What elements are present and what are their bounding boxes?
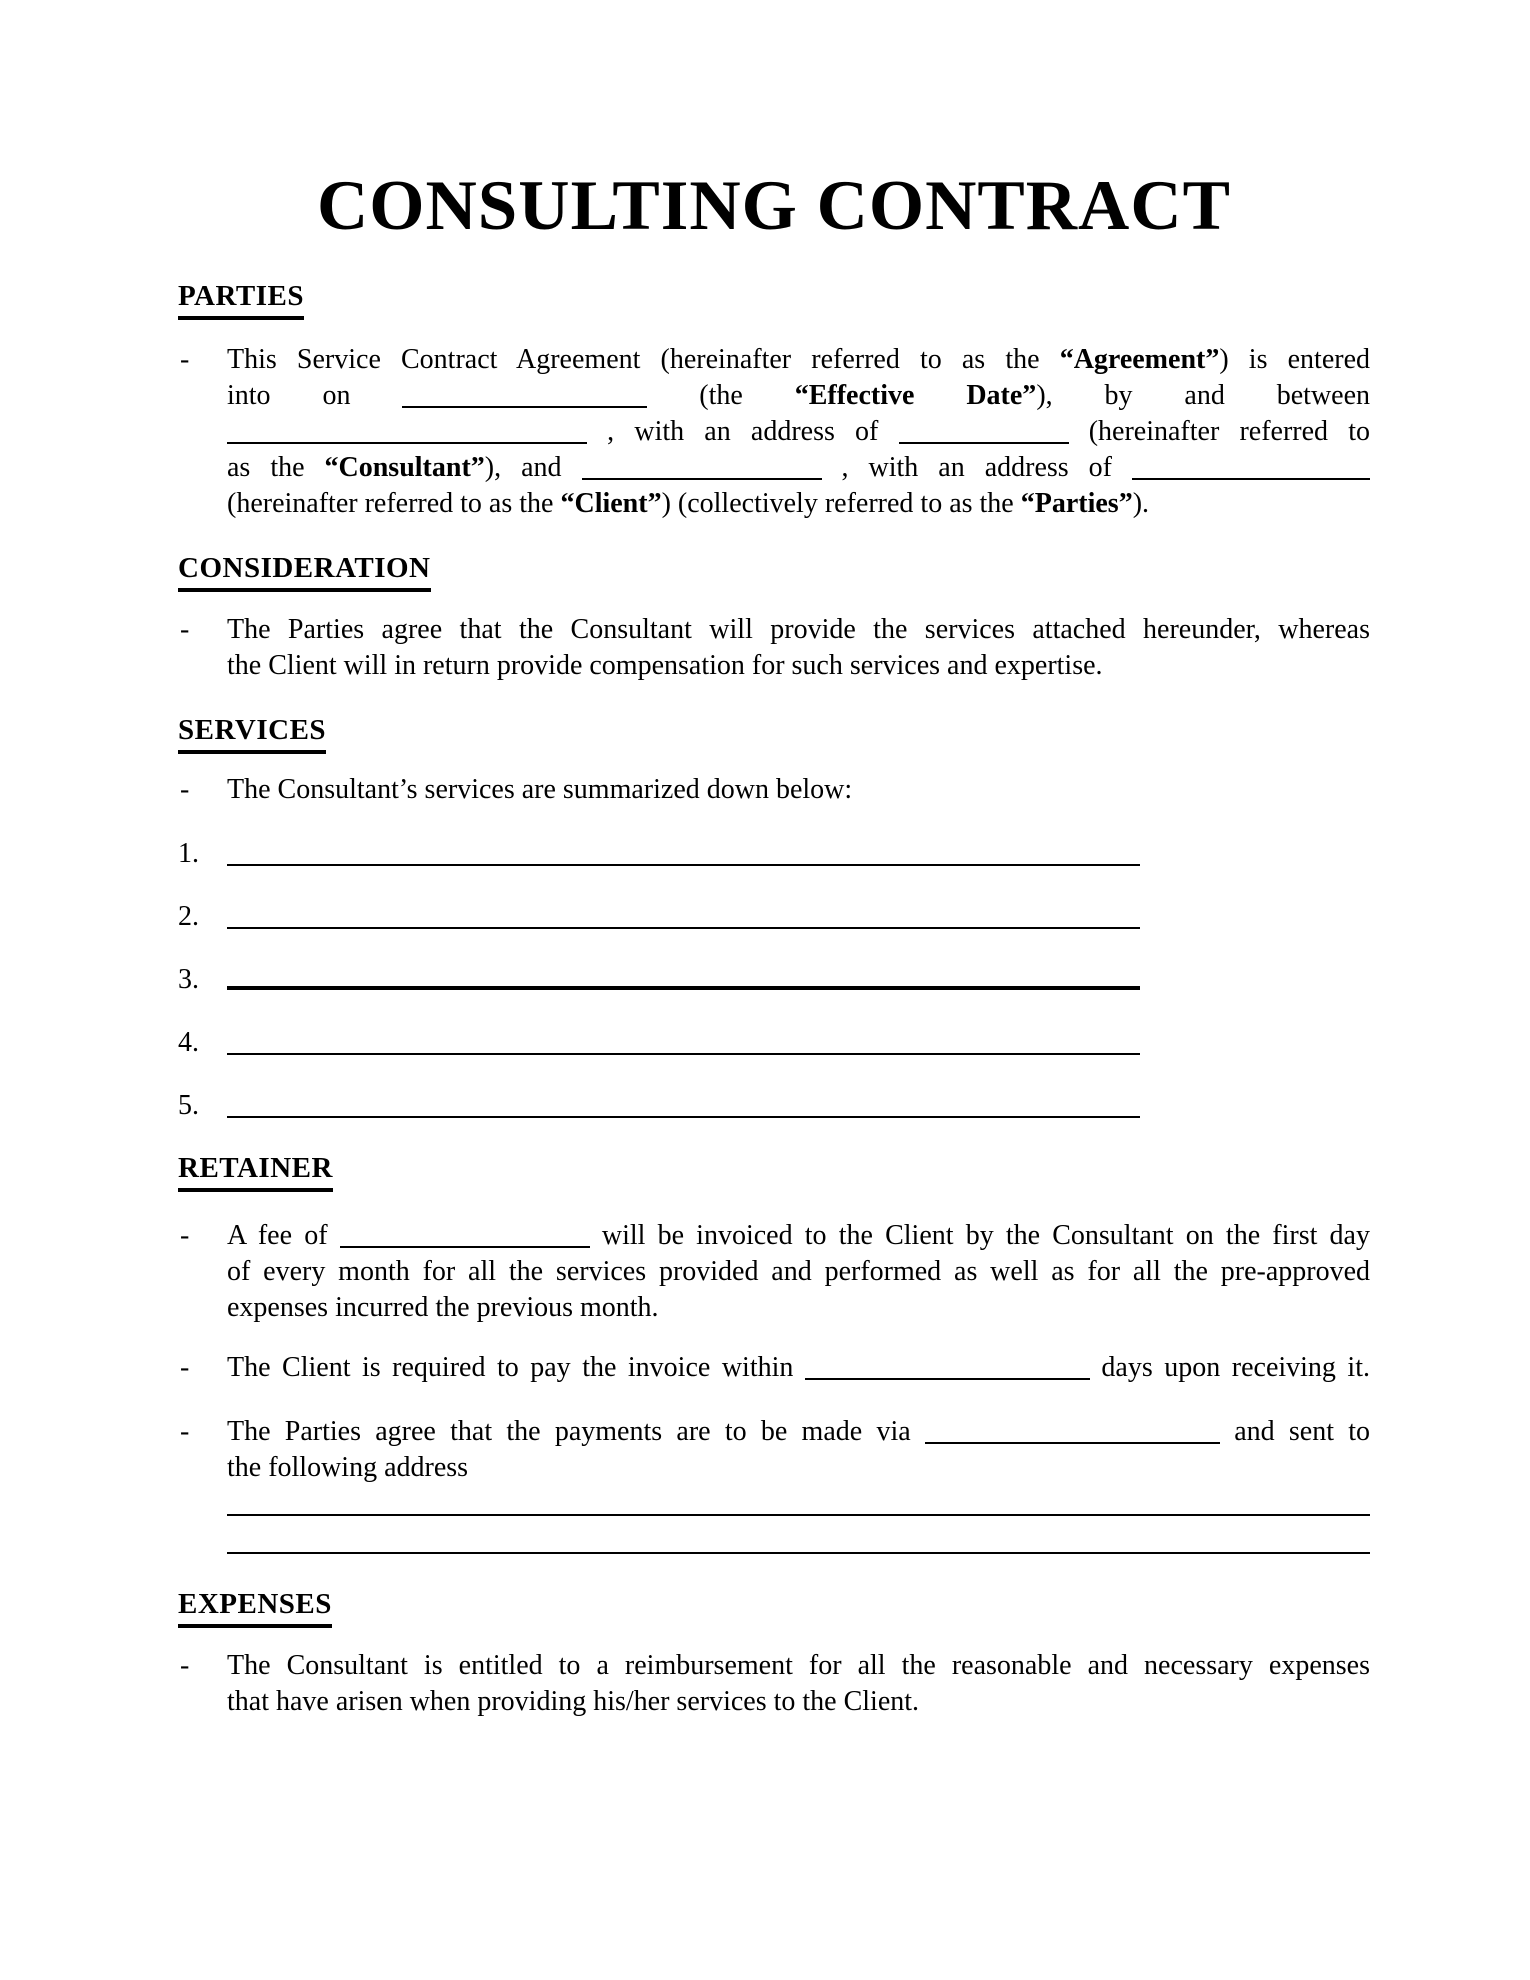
item-number: 4. <box>178 1027 199 1058</box>
item-number: 3. <box>178 964 199 995</box>
address-blank-line <box>227 1516 1370 1554</box>
paragraph-line <box>227 1290 1370 1326</box>
text-segment: A fee of <box>227 1220 328 1251</box>
parties-paragraph-lines <box>227 342 1370 522</box>
service-blank-item <box>178 1088 1370 1124</box>
service-blank-item <box>178 1025 1370 1061</box>
fill-in-blank-line <box>925 1442 1220 1444</box>
fill-in-blank-line <box>227 1116 1140 1118</box>
bullet-dash: - <box>180 1352 190 1383</box>
retainer-invoice-paragraph-lines <box>227 1350 1370 1386</box>
text-segment: The Parties agree that the payments are to be made via <box>227 1416 911 1447</box>
fill-in-blank-line <box>227 927 1140 929</box>
service-blank-item <box>178 962 1370 998</box>
paragraph-line <box>227 342 1370 378</box>
service-blank-item <box>178 899 1370 935</box>
bold-text-segment: “Agreement” <box>1059 344 1220 375</box>
fill-in-blank-line <box>227 986 1140 990</box>
bold-text-segment: “Effective Date” <box>794 380 1037 411</box>
services-intro-lines <box>227 772 1370 808</box>
text-segment: the following address <box>227 1452 469 1483</box>
service-blank-item <box>178 836 1370 872</box>
retainer-payment-paragraph <box>178 1414 1370 1486</box>
section-heading-consideration <box>178 550 1370 592</box>
text-segment: The Consultant is entitled to a reimbursement for all the reasonable and necessary expenses <box>227 1650 1370 1681</box>
expenses-paragraph-lines <box>227 1648 1370 1720</box>
text-segment: (the <box>699 380 795 411</box>
text-segment: days upon receiving it. <box>1101 1352 1370 1383</box>
item-number: 2. <box>178 901 199 932</box>
paragraph-line <box>227 450 1370 486</box>
section-heading-services-label: SERVICES <box>178 712 326 754</box>
retainer-fee-paragraph-lines <box>227 1218 1370 1326</box>
section-heading-services <box>178 712 1370 754</box>
section-heading-retainer-label: RETAINER <box>178 1150 333 1192</box>
consideration-paragraph <box>178 612 1370 684</box>
section-heading-retainer <box>178 1150 1370 1192</box>
text-segment: of every month for all the services provided and performed as well as for all the pre-approved <box>227 1256 1370 1287</box>
section-heading-parties <box>178 278 1370 320</box>
fill-in-blank-line <box>402 406 647 408</box>
section-heading-expenses <box>178 1586 1370 1628</box>
paragraph-line <box>227 1254 1370 1290</box>
text-segment: (hereinafter referred to as the <box>227 488 561 519</box>
document-title: CONSULTING CONTRACT <box>317 167 1231 245</box>
bullet-dash: - <box>180 774 190 805</box>
section-heading-parties-label: PARTIES <box>178 278 304 320</box>
fill-in-blank-line <box>227 864 1140 866</box>
text-segment: (hereinafter referred to <box>1088 416 1370 447</box>
paragraph-line <box>227 648 1370 684</box>
fill-in-blank-line <box>899 442 1069 444</box>
text-segment: , with an address of <box>607 416 879 447</box>
paragraph-line <box>227 1218 1370 1254</box>
bullet-dash: - <box>180 614 190 645</box>
text-segment: The Parties agree that the Consultant will provide the services attached hereunder, whereas <box>227 614 1370 645</box>
bullet-dash: - <box>180 1650 190 1681</box>
bullet-dash: - <box>180 1220 190 1251</box>
services-intro-paragraph <box>178 772 1370 808</box>
payment-address-blank-lines <box>178 1486 1370 1554</box>
text-segment: into on <box>227 380 351 411</box>
paragraph-line <box>227 772 1370 808</box>
text-segment: and sent to <box>1234 1416 1371 1447</box>
text-segment: will be invoiced to the Client by the Consultant on the first day <box>601 1220 1370 1251</box>
paragraph-line <box>227 378 1370 414</box>
text-segment: as the <box>227 452 325 483</box>
text-segment: expenses incurred the previous month. <box>227 1292 659 1323</box>
section-heading-consideration-label: CONSIDERATION <box>178 550 431 592</box>
text-segment: The Consultant’s services are summarized down below: <box>227 774 853 805</box>
retainer-fee-paragraph <box>178 1218 1370 1326</box>
paragraph-line <box>227 486 1370 522</box>
expenses-paragraph <box>178 1648 1370 1720</box>
item-number: 1. <box>178 838 199 869</box>
text-segment: The Client is required to pay the invoice within <box>227 1352 794 1383</box>
text-segment: ) is entered <box>1219 344 1371 375</box>
services-numbered-blank-list <box>178 836 1370 1124</box>
section-heading-expenses-label: EXPENSES <box>178 1586 332 1628</box>
fill-in-blank-line <box>582 478 822 480</box>
text-segment: that have arisen when providing his/her services to the Client. <box>227 1686 920 1717</box>
bold-text-segment: “Client” <box>560 488 662 519</box>
bullet-dash: - <box>180 1416 190 1447</box>
consideration-paragraph-lines <box>227 612 1370 684</box>
item-number: 5. <box>178 1090 199 1121</box>
fill-in-blank-line <box>227 442 587 444</box>
retainer-invoice-paragraph <box>178 1350 1370 1386</box>
retainer-payment-paragraph-lines <box>227 1414 1370 1486</box>
paragraph-line <box>227 1414 1370 1450</box>
text-segment: ) (collectively referred to as the <box>661 488 1021 519</box>
text-segment: the Client will in return provide compensation for such services and expertise. <box>227 650 1103 681</box>
fill-in-blank-line <box>227 1053 1140 1055</box>
fill-in-blank-line <box>1132 478 1370 480</box>
address-blank-line <box>227 1486 1370 1516</box>
text-segment: ), and <box>484 452 562 483</box>
paragraph-line <box>227 612 1370 648</box>
paragraph-line <box>227 1450 1370 1486</box>
text-segment: , with an address of <box>841 452 1113 483</box>
fill-in-blank-line <box>805 1378 1090 1380</box>
text-segment: ), by and between <box>1036 380 1371 411</box>
paragraph-line <box>227 1684 1370 1720</box>
bold-text-segment: “Parties” <box>1020 488 1133 519</box>
fill-in-blank-line <box>340 1246 590 1248</box>
paragraph-line <box>227 1648 1370 1684</box>
paragraph-line <box>227 414 1370 450</box>
parties-paragraph <box>178 342 1370 522</box>
paragraph-line <box>227 1350 1370 1386</box>
bold-text-segment: “Consultant” <box>324 452 485 483</box>
text-segment: ). <box>1132 488 1150 519</box>
text-segment: This Service Contract Agreement (hereinafter referred to as the <box>227 344 1060 375</box>
bullet-dash: - <box>180 344 190 375</box>
